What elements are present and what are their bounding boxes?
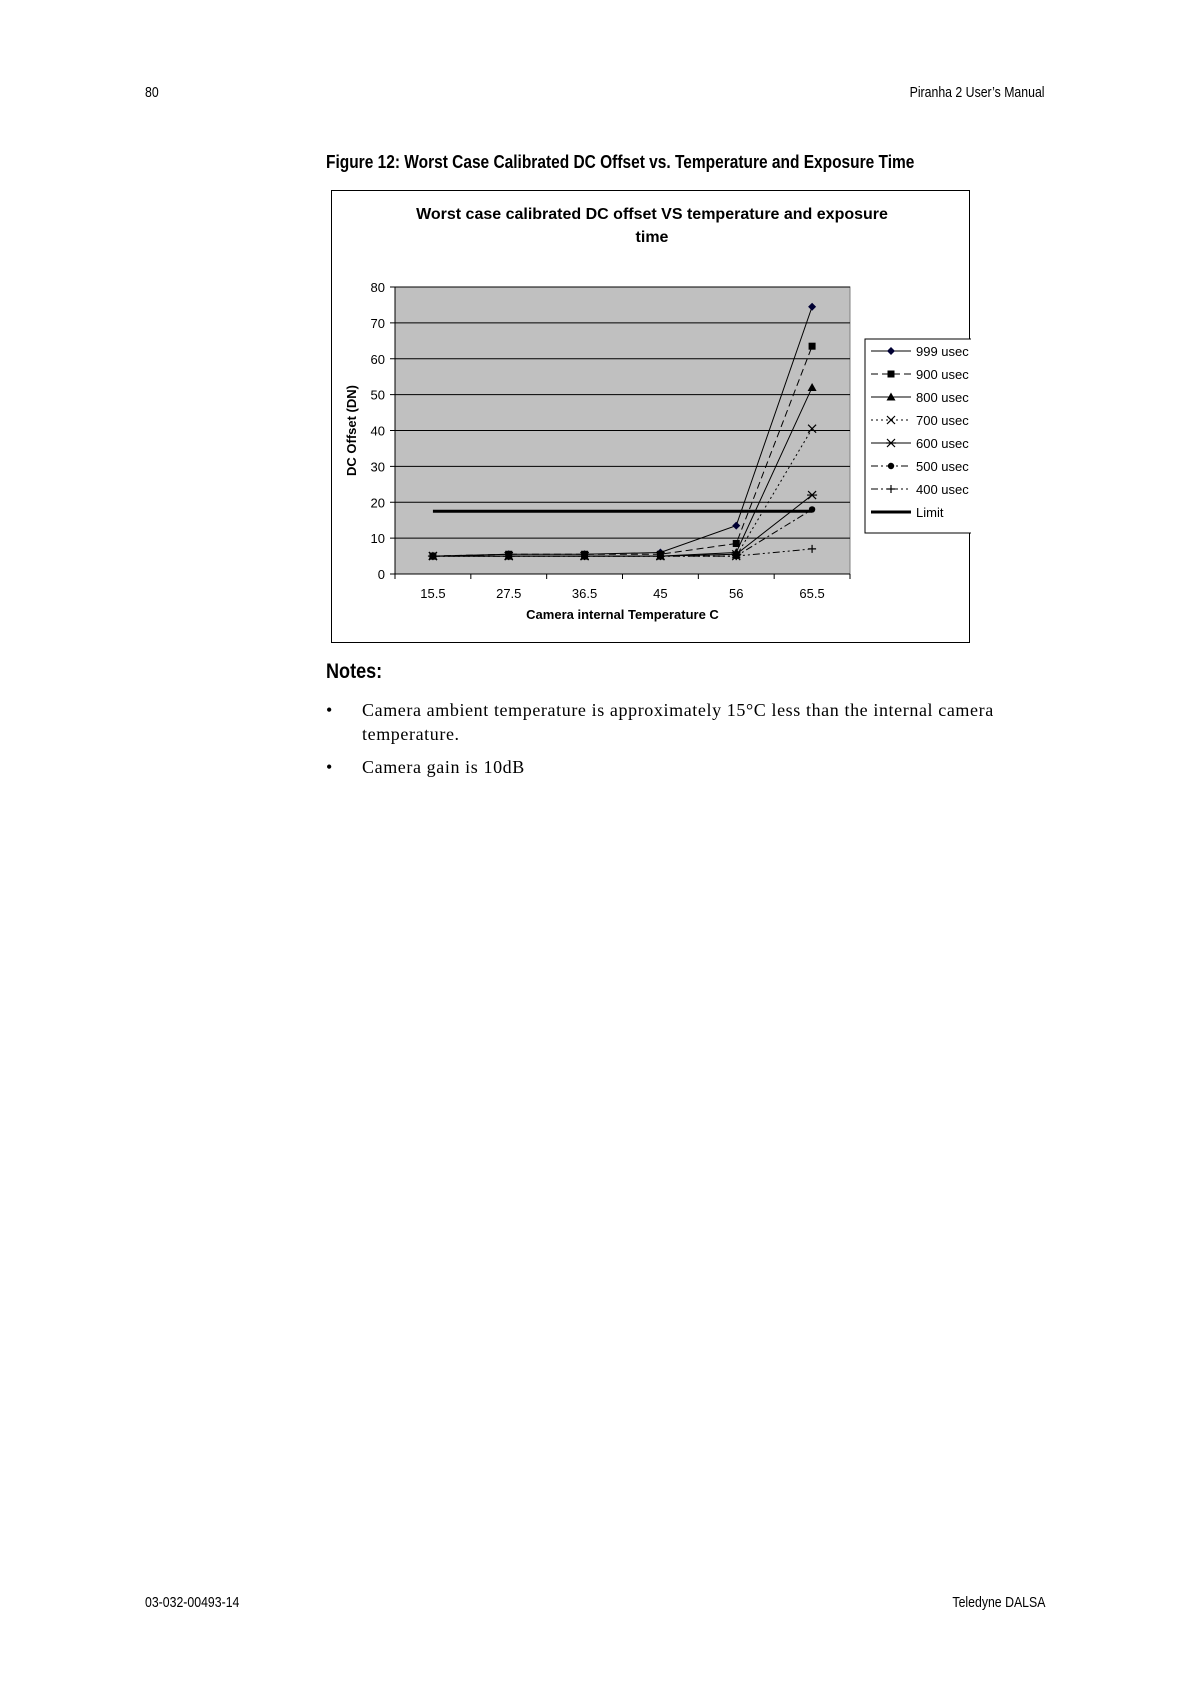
legend-label: 800 usec [916,390,969,405]
notes-heading: Notes: [326,660,383,683]
list-item [326,698,1066,746]
y-tick-label: 30 [370,459,385,475]
y-tick-label: 50 [370,387,385,403]
bullet-icon: • [326,757,333,777]
notes-list [326,698,1066,788]
y-axis-label: DC Offset (DN) [344,385,359,476]
x-tick-label: 27.5 [496,586,522,601]
data-point-marker [888,463,894,469]
x-tick-label: 56 [729,586,744,601]
note-text: Camera gain is 10dB [362,757,525,777]
legend-label: 500 usec [916,459,969,474]
figure-caption: Figure 12: Worst Case Calibrated DC Offset vs. Temperature and Exposure Time [326,152,915,172]
y-tick-label: 0 [377,567,385,582]
legend-label: Limit [916,505,944,520]
x-axis-label: Camera internal Temperature C [526,607,719,622]
legend-label: 900 usec [916,367,969,382]
legend-label: 999 usec [916,344,969,359]
chart-title: Worst case calibrated DC offset VS temperature and exposure [416,206,888,223]
y-tick-label: 40 [370,423,385,439]
y-tick-label: 80 [370,280,385,295]
list-item [326,755,1066,779]
legend-label: 700 usec [916,413,969,428]
company-name: Teledyne DALSA [952,1594,1045,1611]
x-tick-label: 65.5 [799,586,825,601]
data-point-marker [809,343,816,350]
x-tick-label: 15.5 [420,586,446,601]
page-number: 80 [145,84,159,101]
legend-label: 400 usec [916,482,969,497]
document-title: Piranha 2 User’s Manual [910,84,1045,101]
y-tick-label: 60 [370,351,385,367]
y-tick-label: 10 [370,531,385,547]
x-tick-label: 36.5 [571,586,598,601]
y-tick-label: 70 [370,315,385,331]
document-number: 03-032-00493-14 [145,1594,240,1611]
chart-frame [331,190,970,643]
note-text: Camera ambient temperature is approximately 15°C less than the internal camera temperature. [362,700,994,744]
chart-title: time [635,229,669,246]
data-point-marker [888,371,895,378]
dc-offset-chart [332,191,971,644]
bullet-icon: • [326,700,333,720]
legend-label: 600 usec [916,436,969,451]
y-tick-label: 20 [370,495,385,511]
chart-legend [865,339,971,533]
x-tick-label: 45 [653,586,668,601]
